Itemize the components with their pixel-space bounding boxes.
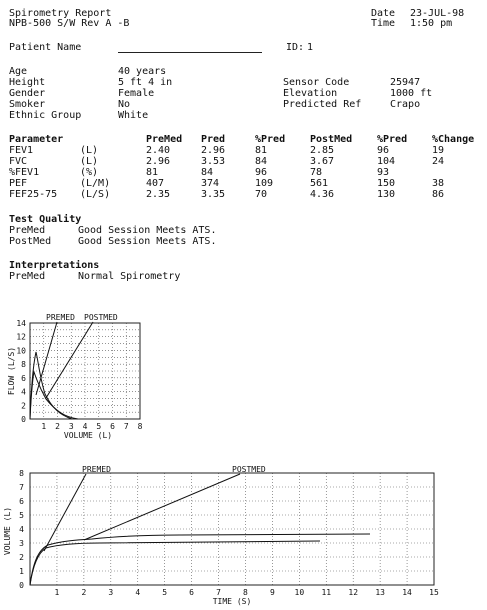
table-cell: FEV1: [9, 145, 34, 156]
height-label: Height: [9, 77, 46, 88]
software-version: NPB-500 S/W Rev A -B: [9, 18, 130, 29]
time-value: 1:50 pm: [410, 18, 453, 29]
smoker-value: No: [118, 99, 131, 110]
predref-value: Crapo: [390, 99, 421, 110]
time-label: Time: [371, 18, 396, 29]
table-cell: 19: [432, 145, 445, 156]
table-cell: 4.36: [310, 189, 335, 200]
table-cell: (%): [80, 167, 99, 178]
x-tick-label: 1: [54, 588, 60, 597]
height-value: 5 ft 4 in: [118, 77, 173, 88]
ethnic-value: White: [118, 110, 149, 121]
table-cell: (L): [80, 156, 99, 167]
table-cell: 81: [146, 167, 159, 178]
table-cell: (L/M): [80, 178, 111, 189]
table-cell: 104: [377, 156, 396, 167]
x-tick-label: 15: [429, 588, 439, 597]
age-value: 40 years: [118, 66, 167, 77]
quality-pre-value: Good Session Meets ATS.: [78, 225, 217, 236]
volume-grid: [30, 473, 434, 585]
x-tick-label: 11: [321, 588, 332, 597]
interp-pre-value: Normal Spirometry: [78, 271, 181, 282]
col-header-postmed: PostMed: [310, 134, 353, 145]
volume-premed-curve: [30, 541, 320, 585]
table-cell: 78: [310, 167, 323, 178]
table-cell: PEF: [9, 178, 28, 189]
table-cell: FVC: [9, 156, 28, 167]
table-cell: 2.35: [146, 189, 171, 200]
y-tick-label: 2: [21, 401, 26, 411]
x-tick-label: 4: [82, 422, 88, 431]
table-cell: 81: [255, 145, 268, 156]
x-tick-label: 4: [135, 588, 141, 597]
y-tick-label: 8: [21, 360, 26, 370]
table-cell: 96: [377, 145, 390, 156]
flow-grid: [30, 323, 140, 419]
x-tick-label: 7: [123, 422, 129, 431]
table-cell: 150: [377, 178, 396, 189]
y-tick-label: 10: [16, 346, 26, 356]
age-label: Age: [9, 66, 28, 77]
report-title: Spirometry Report: [9, 8, 112, 19]
gender-label: Gender: [9, 88, 46, 99]
col-header-parameter: Parameter: [9, 134, 64, 145]
table-cell: 2.85: [310, 145, 335, 156]
y-tick-label: 5: [19, 511, 24, 520]
x-tick-label: 7: [216, 588, 221, 597]
x-tick-label: 1: [41, 422, 47, 431]
col-header-postmed-pct-pred: %Pred: [377, 134, 408, 145]
col-header-pct-change: %Change: [432, 134, 475, 145]
x-tick-label: 8: [137, 422, 143, 431]
table-cell: 3.67: [310, 156, 335, 167]
table-cell: 24: [432, 156, 445, 167]
sensor-value: 25947: [390, 77, 421, 88]
volume-postmed-pointer: [84, 474, 240, 540]
sensor-label: Sensor Code: [283, 77, 350, 88]
table-cell: (L/S): [80, 189, 111, 200]
x-tick-label: 9: [269, 588, 275, 597]
volume-y-ticks: [19, 469, 24, 590]
elevation-label: Elevation: [283, 88, 338, 99]
volume-x-axis-label: TIME (S): [212, 597, 252, 606]
y-tick-label: 0: [19, 581, 24, 590]
flow-x-axis-label: VOLUME (L): [63, 431, 113, 440]
y-tick-label: 1: [19, 567, 24, 576]
table-cell: 109: [255, 178, 274, 189]
flow-postmed-label: POSTMED: [84, 313, 118, 322]
x-tick-label: 8: [243, 588, 248, 597]
x-tick-label: 2: [55, 422, 60, 431]
y-tick-label: 4: [19, 525, 24, 534]
y-tick-label: 6: [21, 373, 26, 383]
patient-name-label: Patient Name: [9, 42, 82, 53]
table-cell: 2.96: [146, 156, 171, 167]
table-cell: FEF25-75: [9, 189, 58, 200]
smoker-label: Smoker: [9, 99, 46, 110]
table-cell: 374: [201, 178, 220, 189]
table-cell: 2.96: [201, 145, 226, 156]
volume-postmed-label: POSTMED: [232, 465, 266, 474]
table-cell: (L): [80, 145, 99, 156]
table-cell: 84: [201, 167, 214, 178]
elevation-value: 1000 ft: [390, 88, 433, 99]
ethnic-label: Ethnic Group: [9, 110, 82, 121]
x-tick-label: 14: [402, 588, 412, 597]
flow-premed-label: PREMED: [46, 313, 75, 322]
interpretations-heading: Interpretations: [9, 260, 100, 271]
flow-postmed-pointer: [46, 322, 93, 398]
flow-y-ticks: [16, 319, 26, 424]
x-tick-label: 6: [110, 422, 115, 431]
flow-premed-curve: [30, 352, 72, 419]
interp-pre-label: PreMed: [9, 271, 46, 282]
y-tick-label: 7: [19, 483, 24, 492]
table-cell: 38: [432, 178, 445, 189]
y-tick-label: 6: [19, 497, 24, 506]
x-tick-label: 2: [81, 588, 87, 597]
flow-volume-chart: [7, 313, 143, 440]
table-cell: 84: [255, 156, 268, 167]
flow-y-axis-label: FLOW (L/S): [7, 346, 16, 396]
col-header-premed-pct-pred: %Pred: [255, 134, 286, 145]
quality-post-label: PostMed: [9, 236, 52, 247]
y-tick-label: 12: [16, 332, 26, 342]
volume-y-axis-label: VOLUME (L): [3, 506, 12, 556]
table-cell: 3.53: [201, 156, 226, 167]
table-cell: 407: [146, 178, 165, 189]
y-tick-label: 14: [16, 319, 26, 328]
table-cell: 130: [377, 189, 396, 200]
y-tick-label: 4: [21, 387, 26, 397]
x-tick-label: 13: [375, 588, 385, 597]
x-tick-label: 10: [294, 588, 305, 597]
x-tick-label: 3: [108, 588, 114, 597]
table-cell: 2.40: [146, 145, 171, 156]
x-tick-label: 12: [348, 588, 359, 597]
volume-time-chart: [3, 465, 439, 606]
id-label: ID:: [286, 42, 305, 53]
table-cell: 96: [255, 167, 268, 178]
test-quality-heading: Test Quality: [9, 214, 82, 225]
id-value: 1: [307, 42, 314, 53]
quality-post-value: Good Session Meets ATS.: [78, 236, 217, 247]
volume-premed-label: PREMED: [82, 465, 111, 474]
x-tick-label: 5: [162, 588, 168, 597]
gender-value: Female: [118, 88, 155, 99]
col-header-premed: PreMed: [146, 134, 183, 145]
table-cell: 561: [310, 178, 329, 189]
col-header-pred: Pred: [201, 134, 226, 145]
volume-x-ticks: [55, 588, 439, 597]
predref-label: Predicted Ref: [283, 99, 362, 110]
date-value: 23-JUL-98: [410, 8, 465, 19]
table-cell: 86: [432, 189, 445, 200]
x-tick-label: 6: [189, 588, 195, 597]
table-cell: %FEV1: [9, 167, 40, 178]
y-tick-label: 2: [19, 553, 24, 562]
y-tick-label: 3: [19, 539, 24, 548]
table-cell: 93: [377, 167, 390, 178]
x-tick-label: 3: [68, 422, 74, 431]
y-tick-label: 8: [19, 469, 24, 478]
table-cell: 70: [255, 189, 268, 200]
flow-x-ticks: [41, 422, 142, 431]
x-tick-label: 5: [96, 422, 102, 431]
table-cell: 3.35: [201, 189, 226, 200]
quality-pre-label: PreMed: [9, 225, 46, 236]
y-tick-label: 0: [21, 415, 26, 424]
date-label: Date: [371, 8, 396, 19]
